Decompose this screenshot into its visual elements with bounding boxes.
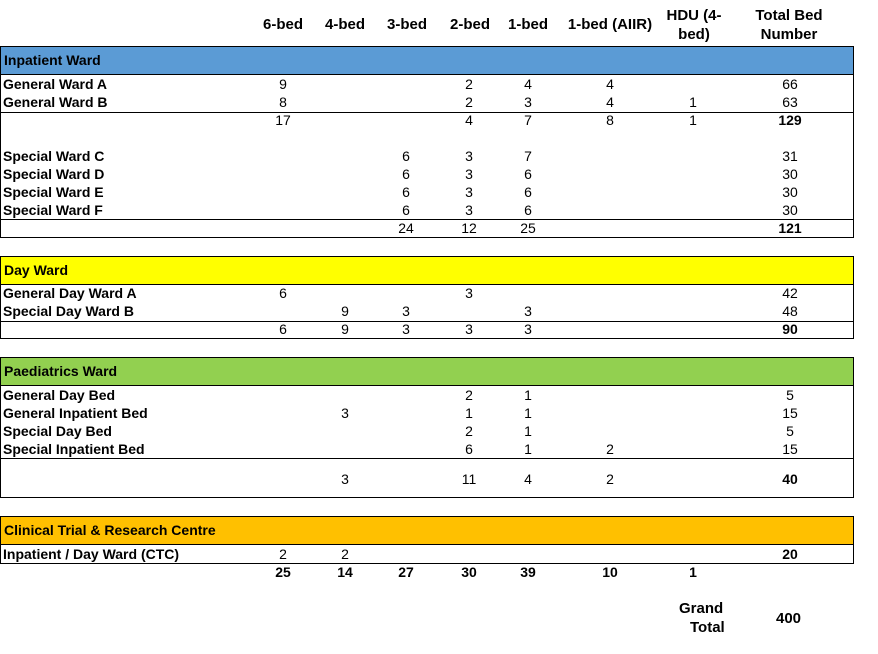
column-total-cell: 1 (689, 564, 697, 580)
table-cell: 9 (341, 321, 349, 337)
table-cell: 31 (782, 148, 798, 164)
table-cell: 3 (524, 94, 532, 110)
table-cell: 6 (524, 166, 532, 182)
table-cell: 24 (398, 220, 414, 236)
row-label: General Ward A (3, 76, 107, 92)
grand-total-value: 400 (776, 610, 802, 627)
column-total-cell: 14 (337, 564, 353, 580)
table-cell: 7 (524, 112, 532, 128)
table-cell: 8 (606, 112, 614, 128)
row-label: Inpatient / Day Ward (CTC) (3, 546, 180, 562)
table-cell: 3 (524, 303, 532, 319)
row-label: General Ward B (3, 94, 108, 110)
row-label: General Inpatient Bed (3, 405, 148, 421)
table-row (0, 93, 854, 111)
table-cell: 1 (465, 405, 473, 421)
col-header-3bed: 3-bed (386, 16, 427, 33)
row-label: General Day Ward A (3, 285, 137, 301)
table-cell: 6 (524, 184, 532, 200)
col-header-total: Total Bed Number (755, 7, 823, 43)
table-cell: 1 (689, 94, 697, 110)
row-label: Special Day Bed (3, 423, 112, 439)
table-cell: 20 (782, 546, 798, 562)
table-cell: 1 (524, 423, 532, 439)
table-row (0, 147, 854, 165)
table-cell: 63 (782, 94, 798, 110)
table-cell: 3 (465, 148, 473, 164)
table-cell: 1 (524, 387, 532, 403)
subtotal-row (0, 111, 854, 129)
table-cell: 3 (465, 321, 473, 337)
table-cell: 48 (782, 303, 798, 319)
subtotal-row (0, 219, 854, 237)
table-cell: 4 (606, 94, 614, 110)
row-label: General Day Bed (3, 387, 116, 403)
table-cell: 3 (465, 184, 473, 200)
table-row (0, 165, 854, 183)
subtotal-row (0, 320, 854, 338)
table-cell: 3 (402, 303, 410, 319)
table-cell: 6 (402, 148, 410, 164)
table-row (0, 545, 854, 563)
table-cell: 2 (465, 94, 473, 110)
col-header-1bed: 1-bed (507, 16, 548, 33)
table-cell: 1 (524, 405, 532, 421)
column-total-cell: 39 (520, 564, 536, 580)
row-label: Special Inpatient Bed (3, 441, 145, 457)
table-cell: 3 (465, 285, 473, 301)
section-header-inpatient: Inpatient Ward (0, 46, 854, 75)
table-cell: 3 (341, 405, 349, 421)
table-cell: 15 (782, 405, 798, 421)
table-cell: 25 (520, 220, 536, 236)
column-total-cell: 10 (602, 564, 618, 580)
table-cell: 11 (461, 471, 477, 487)
section-header-ctc: Clinical Trial & Research Centre (0, 516, 854, 545)
table-cell: 40 (782, 471, 798, 487)
grand-total-label-line2: Total (690, 619, 725, 636)
table-cell: 2 (465, 423, 473, 439)
row-label: Special Ward E (3, 184, 104, 200)
table-cell: 9 (341, 303, 349, 319)
subtotal-row (0, 470, 854, 488)
table-cell: 30 (782, 166, 798, 182)
column-total-cell: 25 (275, 564, 291, 580)
table-cell: 2 (606, 441, 614, 457)
column-total-cell: 27 (398, 564, 414, 580)
table-cell: 6 (524, 202, 532, 218)
section-header-paed: Paediatrics Ward (0, 357, 854, 386)
col-header-6bed: 6-bed (262, 16, 303, 33)
table-row (0, 284, 854, 302)
table-cell: 9 (279, 76, 287, 92)
table-cell: 7 (524, 148, 532, 164)
table-row (0, 440, 854, 458)
row-label: Special Day Ward B (3, 303, 134, 319)
table-cell: 2 (606, 471, 614, 487)
table-cell: 5 (786, 423, 794, 439)
table-cell: 6 (279, 285, 287, 301)
table-cell: 2 (279, 546, 287, 562)
row-label: Special Ward C (3, 148, 105, 164)
col-header-4bed: 4-bed (324, 16, 365, 33)
table-cell: 66 (782, 76, 798, 92)
table-cell: 2 (341, 546, 349, 562)
table-cell: 121 (778, 220, 802, 236)
section-header-day: Day Ward (0, 256, 854, 285)
col-header-1bed-aiir: 1-bed (AIIR) (567, 16, 653, 33)
table-row (0, 201, 854, 219)
col-header-hdu: HDU (4-bed) (666, 7, 722, 43)
table-cell: 2 (465, 76, 473, 92)
table-cell: 3 (465, 202, 473, 218)
table-row (0, 183, 854, 201)
table-cell: 1 (524, 441, 532, 457)
table-cell: 8 (279, 94, 287, 110)
table-cell: 6 (465, 441, 473, 457)
row-label: Special Ward F (3, 202, 103, 218)
table-cell: 3 (524, 321, 532, 337)
table-cell: 6 (402, 166, 410, 182)
table-cell: 4 (465, 112, 473, 128)
table-cell: 42 (782, 285, 798, 301)
table-cell: 4 (606, 76, 614, 92)
table-cell: 6 (402, 202, 410, 218)
table-cell: 6 (402, 184, 410, 200)
table-cell: 3 (465, 166, 473, 182)
table-cell: 4 (524, 76, 532, 92)
table-cell: 2 (465, 387, 473, 403)
table-cell: 3 (402, 321, 410, 337)
table-cell: 129 (778, 112, 802, 128)
table-cell: 6 (279, 321, 287, 337)
col-header-2bed: 2-bed (449, 16, 490, 33)
table-row (0, 75, 854, 93)
table-cell: 5 (786, 387, 794, 403)
table-cell: 30 (782, 202, 798, 218)
table-cell: 30 (782, 184, 798, 200)
table-row (0, 302, 854, 320)
subtotal-divider (0, 458, 854, 459)
column-total-cell: 30 (461, 564, 477, 580)
table-row (0, 404, 854, 422)
table-cell: 1 (689, 112, 697, 128)
table-cell: 4 (524, 471, 532, 487)
table-cell: 15 (782, 441, 798, 457)
table-row (0, 422, 854, 440)
table-cell: 12 (461, 220, 477, 236)
table-cell: 17 (275, 112, 291, 128)
table-cell: 90 (782, 321, 798, 337)
grand-total-label-line1: Grand (679, 600, 724, 617)
row-label: Special Ward D (3, 166, 105, 182)
table-cell: 3 (341, 471, 349, 487)
table-row (0, 386, 854, 404)
